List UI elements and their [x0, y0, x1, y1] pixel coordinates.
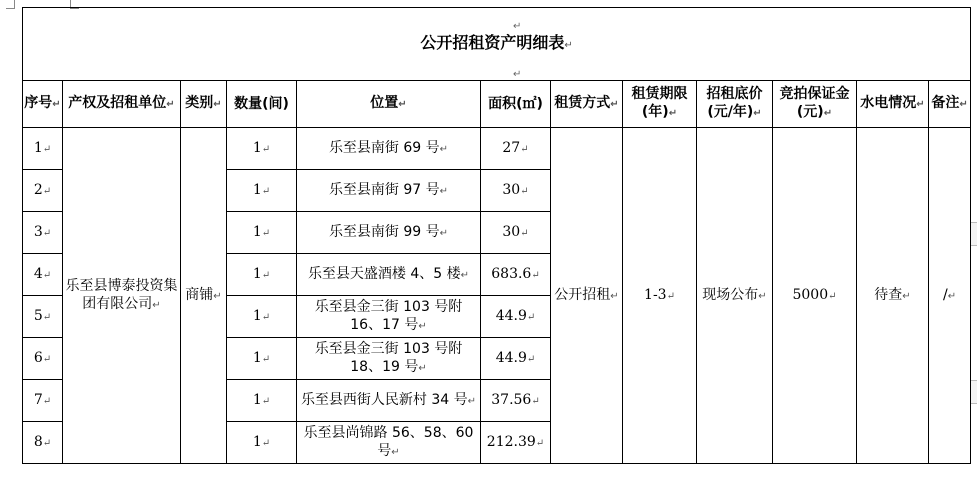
- cell-area: 44.9↵: [481, 296, 551, 338]
- header-term: 租赁期限(年)↵: [623, 81, 697, 128]
- cell-area: 44.9↵: [481, 338, 551, 380]
- cell-category: 商铺↵: [181, 128, 227, 464]
- cell-qty: 1↵: [227, 254, 297, 296]
- cell-location: 乐至县南街 99 号↵: [297, 212, 481, 254]
- header-remark: 备注↵: [929, 81, 971, 128]
- cell-seq: 3↵: [23, 212, 63, 254]
- cell-location: 乐至县金三街 103 号附 18、19 号↵: [297, 338, 481, 380]
- header-utility: 水电情况↵: [857, 81, 929, 128]
- table-row: [23, 128, 971, 170]
- header-qty: 数量(间): [227, 81, 297, 128]
- cell-location: 乐至县天盛酒楼 4、5 楼↵: [297, 254, 481, 296]
- page-corner-mark: [6, 0, 15, 9]
- header-seq: 序号↵: [23, 81, 63, 128]
- cell-remark: /↵: [929, 128, 971, 464]
- asset-table: [22, 7, 971, 464]
- cell-area: 37.56↵: [481, 380, 551, 422]
- cell-deposit: 5000↵: [773, 128, 857, 464]
- header-category: 类别↵: [181, 81, 227, 128]
- cell-utility: 待查↵: [857, 128, 929, 464]
- cell-area: 30↵: [481, 212, 551, 254]
- cell-location: 乐至县西街人民新村 34 号↵: [297, 380, 481, 422]
- cell-qty: 1↵: [227, 422, 297, 464]
- cell-seq: 7↵: [23, 380, 63, 422]
- cell-area: 27↵: [481, 128, 551, 170]
- header-deposit: 竞拍保证金(元)↵: [773, 81, 857, 128]
- cell-seq: 6↵: [23, 338, 63, 380]
- cell-qty: 1↵: [227, 128, 297, 170]
- page-title: 公开招租资产明细表: [420, 32, 565, 52]
- cell-term: 1-3↵: [623, 128, 697, 464]
- cell-seq: 8↵: [23, 422, 63, 464]
- header-price: 招租底价(元/年)↵: [697, 81, 773, 128]
- cell-seq: 5↵: [23, 296, 63, 338]
- header-method: 租赁方式↵: [551, 81, 623, 128]
- cell-seq: 2↵: [23, 170, 63, 212]
- header-location: 位置↵: [297, 81, 481, 128]
- cell-method: 公开招租↵: [551, 128, 623, 464]
- cell-location: 乐至县南街 69 号↵: [297, 128, 481, 170]
- cell-location: 乐至县金三街 103 号附 16、17 号↵: [297, 296, 481, 338]
- header-area: 面积(㎡): [481, 81, 551, 128]
- paragraph-mark: ↵: [513, 21, 522, 32]
- cell-price: 现场公布↵: [697, 128, 773, 464]
- header-row: [23, 81, 971, 128]
- title-cell: ↵ 公开招租资产明细表↵ ↵: [23, 8, 971, 81]
- cell-area: 30↵: [481, 170, 551, 212]
- cell-qty: 1↵: [227, 212, 297, 254]
- cell-seq: 1↵: [23, 128, 63, 170]
- cell-qty: 1↵: [227, 296, 297, 338]
- header-owner: 产权及招租单位↵: [63, 81, 181, 128]
- cell-qty: 1↵: [227, 170, 297, 212]
- cell-location: 乐至县南街 97 号↵: [297, 170, 481, 212]
- cell-qty: 1↵: [227, 338, 297, 380]
- paragraph-mark: ↵: [513, 69, 522, 80]
- cell-area: 683.6↵: [481, 254, 551, 296]
- cell-qty: 1↵: [227, 380, 297, 422]
- cell-location: 乐至县尚锦路 56、58、60 号↵: [297, 422, 481, 464]
- cell-seq: 4↵: [23, 254, 63, 296]
- cell-area: 212.39↵: [481, 422, 551, 464]
- cell-owner: 乐至县博泰投资集团有限公司↵: [63, 128, 181, 464]
